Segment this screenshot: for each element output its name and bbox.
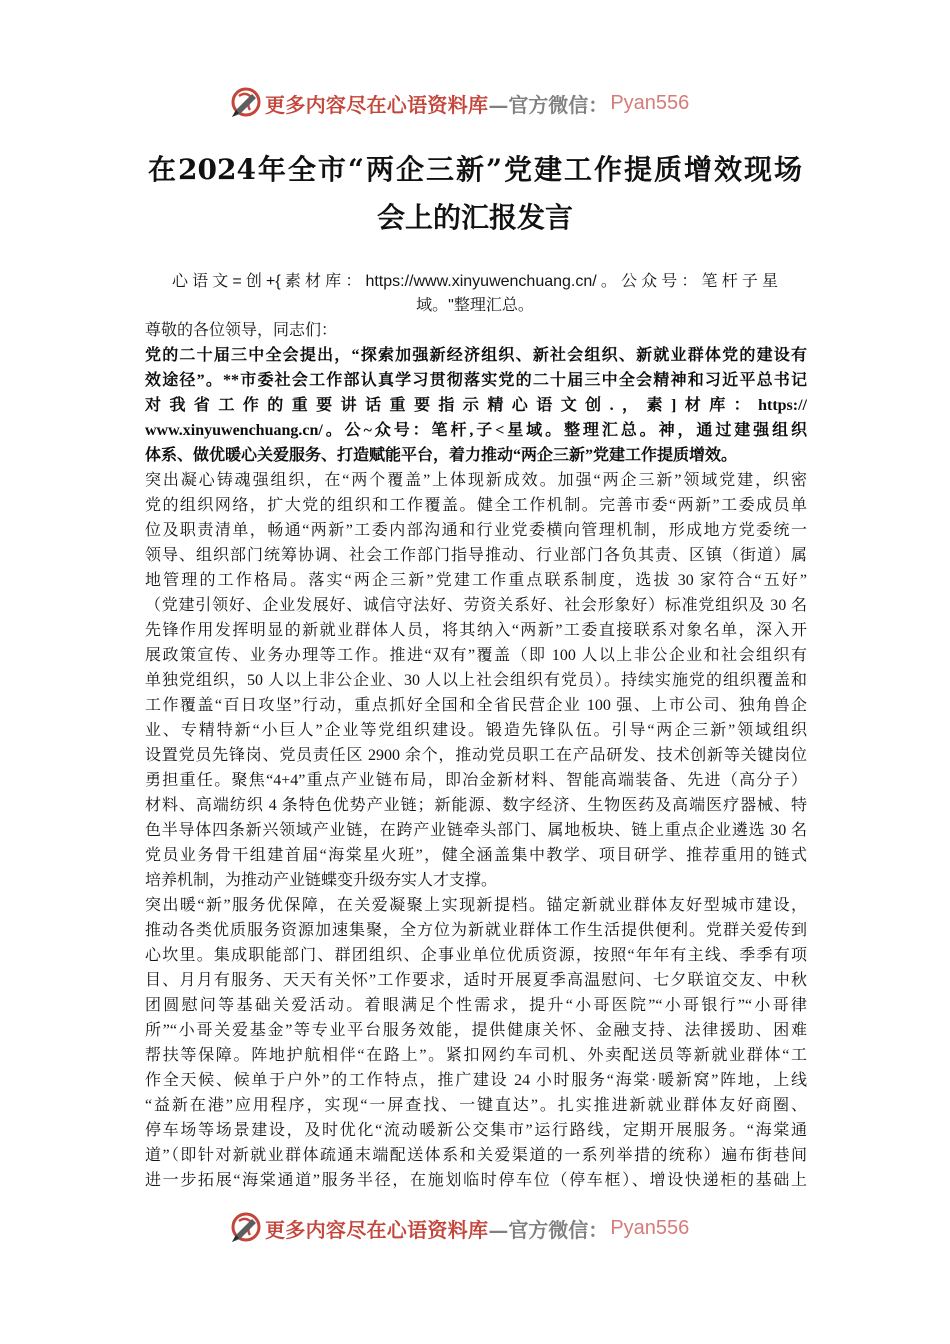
paragraph-line: “益新在港”应用程序，实现“一屏查找、一键直达”。扎实推进新就业群体友好商圈、 — [145, 1097, 807, 1114]
footer-brand-text: 更多内容尽在心语资料库 — [265, 1217, 489, 1242]
document-body — [145, 318, 807, 1193]
pen-swirl-logo-icon — [228, 86, 262, 120]
paragraph-line: 展政策宣传、业务办理等工作。推进“双有”覆盖（即 100 人以上非公企业和社会组织有 — [145, 647, 807, 664]
source-line: 心语文=创+{素材库：https://www.xinyuwenchuang.cn/。公众号：笔杆子星 — [172, 273, 778, 290]
paragraph-line: 党员业务骨干组建首届“海棠星火班”，健全涵盖集中教学、项目研学、推荐重用的链式 — [145, 847, 807, 864]
paragraph-line: （党建引领好、企业发展好、诚信守法好、劳资关系好、社会形象好）标准党组织及 30 名 — [145, 597, 807, 614]
footer-wechat-id: Pyan556 — [610, 1216, 690, 1239]
paragraph-line: 色半导体四条新兴领域产业链，在跨产业链牵头部门、属地板块、链上重点企业遴选 30 名 — [145, 822, 807, 839]
paragraph-line: 工作覆盖“百日攻坚”行动，重点抓好全国和全省民营企业 100 强、上市公司、独角兽企 — [145, 697, 807, 714]
paragraph-line: 单独党组织，50 人以上非公企业、30 人以上社会组织有党员）。持续实施党的组织覆盖和 — [145, 672, 807, 689]
paragraph — [145, 468, 807, 893]
paragraph-line: 作全天候、候单于户外”的工作特点，推广建设 24 小时服务“海棠·暖新窝”阵地，上线 — [145, 1072, 807, 1089]
footer-separator-text: —官方微信： — [488, 1217, 609, 1242]
paragraph-line: 领导、组织部门统筹协调、社会工作部门指导推动、行业部门各负其责、区镇（街道）属 — [145, 547, 807, 564]
footer-watermark — [228, 1211, 689, 1245]
intro-line: 效途径”。**市委社会工作部认真学习贯彻落实党的二十届三中全会精神和习近平总书记 — [145, 372, 807, 389]
intro-line: 对我省工作的重要讲话重要指示精心语文创.，素]材库：https:// — [145, 397, 807, 414]
paragraph-line: 地管理的工作格局。落实“两企三新”党建工作重点联系制度，选拔 30 家符合“五好” — [145, 572, 807, 589]
header-separator-text: —官方微信： — [488, 92, 609, 117]
paragraph-line: 道”（即针对新就业群体疏通末端配送体系和关爱渠道的一系列举措的统称）遍布街巷间 — [145, 1147, 807, 1164]
paragraph-line: 目、月月有服务、天天有关怀”工作要求，适时开展夏季高温慰问、七夕联谊交友、中秋 — [145, 972, 807, 989]
paragraph-line: 停车场等场景建设，及时优化“流动暖新公交集市”运行路线，定期开展服务。“海棠通 — [145, 1122, 807, 1139]
intro-line: www.xinyuwenchuang.cn/。公~众号：笔杆,子<星域。整理汇总。神，通过建强组织 — [145, 422, 807, 439]
paragraph-line: 团圆慰问等基础关爱活动。着眼满足个性需求，提升“小哥医院”“小哥银行”“小哥律 — [145, 997, 807, 1014]
intro-line: 体系、做优暖心关爱服务、打造赋能平台，着力推动“两企三新”党建工作提质增效。 — [145, 447, 738, 464]
paragraph-line: 培养机制，为推动产业链蝶变升级夯实人才支撑。 — [145, 872, 498, 889]
paragraph-line: 突出暖“新”服务优保障，在关爱凝聚上实现新提档。锚定新就业群体友好型城市建设， — [145, 897, 807, 914]
paragraph-line: 心坎里。集成职能部门、群团组织、企事业单位优质资源，按照“年年有主线、季季有项 — [145, 947, 807, 964]
paragraph-line: 所”“小哥关爱基金”等专业平台服务效能，提供健康关怀、金融支持、法律援助、困难 — [145, 1022, 807, 1039]
paragraph-line: 进一步拓展“海棠通道”服务半径，在施划临时停车位（停车框）、增设快递柜的基础上 — [145, 1172, 807, 1189]
title-line: 会上的汇报发言 — [376, 201, 573, 234]
intro-line: 党的二十届三中全会提出，“探索加强新经济组织、新社会组织、新就业群体党的建设有 — [145, 347, 807, 364]
header-wechat-id: Pyan556 — [610, 91, 690, 114]
intro-paragraph — [145, 343, 807, 468]
paragraph-line: 突出凝心铸魂强组织，在“两个覆盖”上体现新成效。加强“两企三新”领域党建，织密 — [145, 472, 807, 489]
paragraph-line: 党的组织网络，扩大党的组织和工作覆盖。健全工作机制。完善市委“两新”工委成员单 — [145, 497, 807, 514]
salutation: 尊敬的各位领导，同志们： — [145, 322, 338, 339]
paragraph-line: 业、专精特新“小巨人”企业等党组织建设。锻造先锋队伍。引导“两企三新”领域组织 — [145, 722, 807, 739]
paragraph — [145, 893, 807, 1193]
paragraph-line: 位及职责清单，畅通“两新”工委内部沟通和行业党委横向管理机制，形成地方党委统一 — [145, 522, 807, 539]
paragraph-line: 帮扶等保障。阵地护航相伴“在路上”。紧扣网约车司机、外卖配送员等新就业群体“工 — [145, 1047, 807, 1064]
source-note — [0, 270, 950, 318]
paragraph-line: 先锋作用发挥明显的新就业群体人员，将其纳入“两新”工委直接联系对象名单，深入开 — [145, 622, 807, 639]
pen-swirl-logo-icon — [228, 1211, 262, 1245]
source-line: 域。"整理汇总。 — [416, 297, 534, 314]
title-line: 在2024年全市“两企三新”党建工作提质增效现场 — [148, 153, 802, 186]
paragraph-line: 推动各类优质服务资源加速集聚，全方位为新就业群体工作生活提供便利。党群关爱传到 — [145, 922, 807, 939]
paragraph-line: 勇担重任。聚焦“4+4”重点产业链布局，即冶金新材料、智能高端装备、先进（高分子） — [145, 772, 807, 789]
paragraph-line: 设置党员先锋岗、党员责任区 2900 余个，推动党员职工在产品研发、技术创新等关键岗位 — [145, 747, 807, 764]
header-brand-text: 更多内容尽在心语资料库 — [265, 92, 489, 117]
document-title — [0, 146, 950, 242]
paragraph-line: 材料、高端纺织 4 条特色优势产业链；新能源、数字经济、生物医药及高端医疗器械、特 — [145, 797, 807, 814]
header-watermark — [228, 86, 689, 120]
